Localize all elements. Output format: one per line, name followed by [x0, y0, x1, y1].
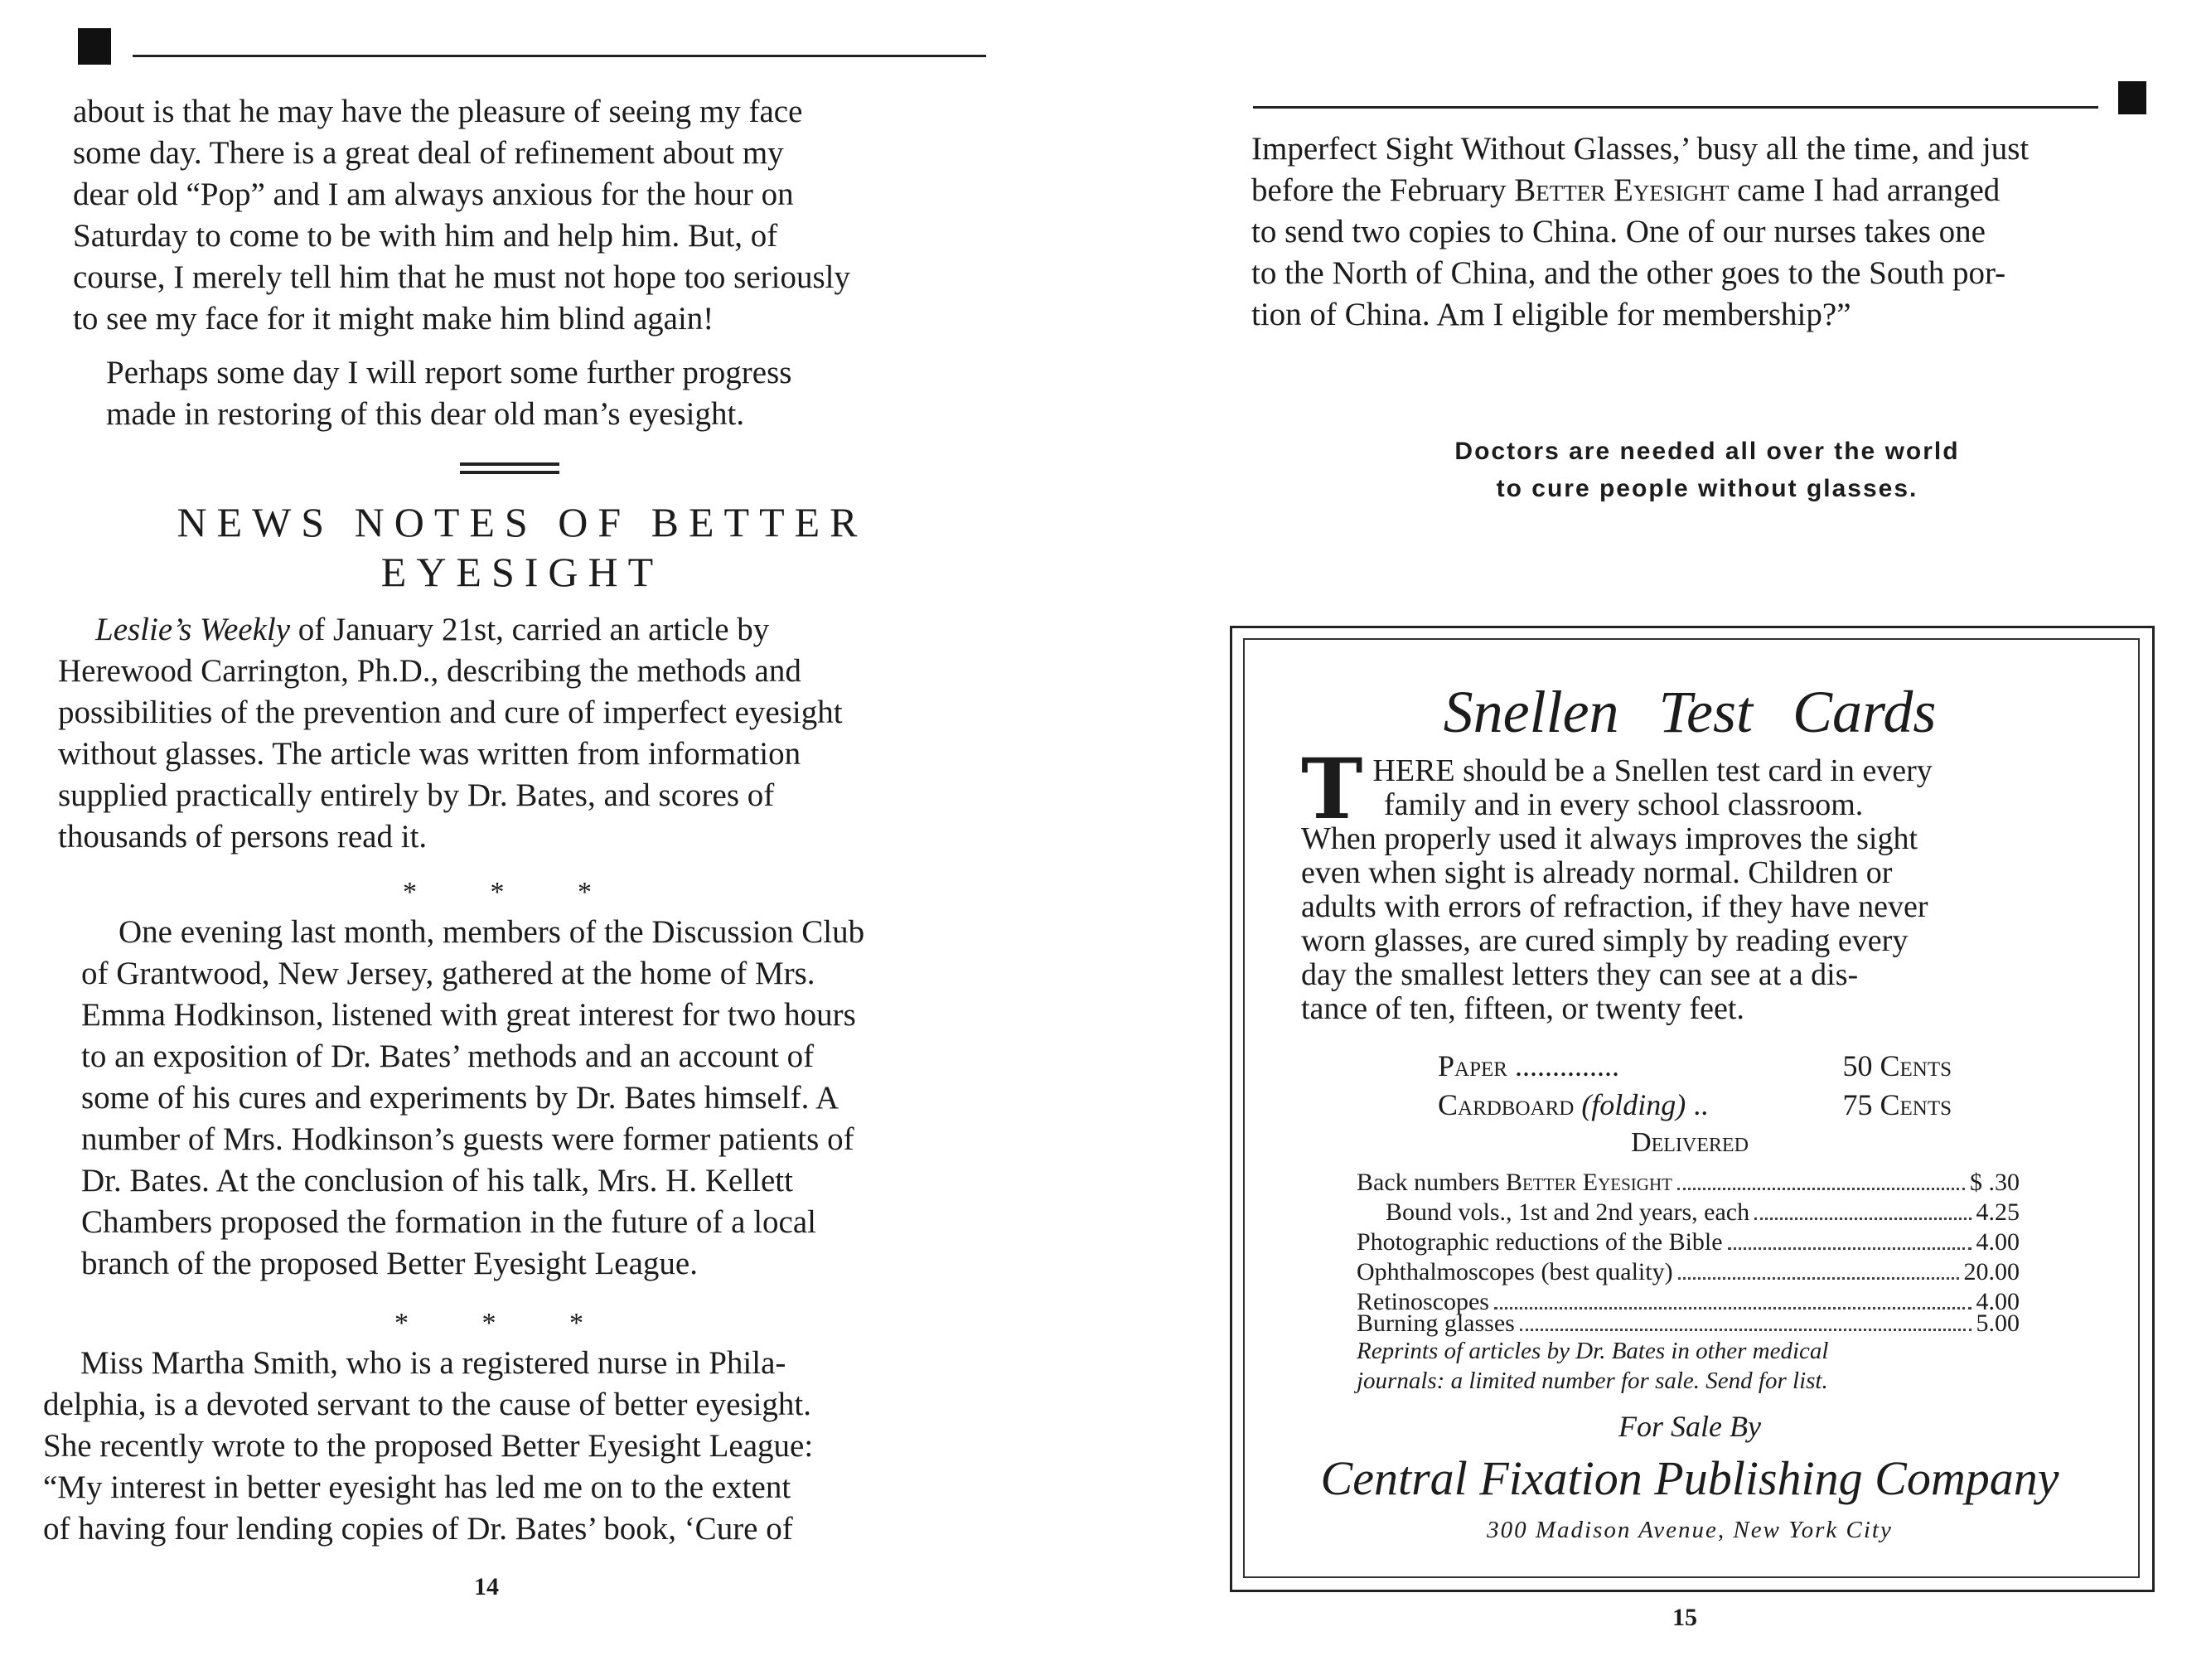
header-square-icon: [2118, 81, 2146, 114]
text-line: adults with errors of refraction, if they have never: [1301, 889, 1928, 924]
list-item: Burning glasses 5.00: [1357, 1310, 2020, 1337]
page-number: 14: [474, 1573, 499, 1600]
price-label: Cardboard: [1438, 1088, 1575, 1121]
price-value: 50 Cents: [1842, 1049, 1952, 1082]
continuation-paragraph: [73, 91, 980, 340]
text-line: some day. There is a great deal of refinement about my: [73, 135, 784, 171]
text-line: Herewood Carrington, Ph.D., describing the methods and: [58, 653, 801, 689]
header-square-icon: [78, 28, 111, 65]
list-price: 20.00: [1963, 1258, 2020, 1285]
text-line: tance of ten, fifteen, or twenty feet.: [1301, 991, 1744, 1026]
list-price: 4.00: [1976, 1228, 2020, 1256]
text-line: to see my face for it might make him blind again!: [73, 301, 714, 336]
section-stars: * * *: [394, 1308, 617, 1339]
martha-paragraph: [43, 1343, 963, 1550]
list-item: Photographic reductions of the Bible 4.00: [1357, 1228, 2020, 1256]
text-line: One evening last month, members of the Discussion Club: [119, 914, 865, 950]
ad-title: Snellen Test Cards: [1443, 679, 1937, 745]
header-rule: [1253, 106, 2098, 109]
text-line: to send two copies to China. One of our nurses takes one: [1251, 214, 1986, 249]
section-divider: [460, 462, 559, 466]
section-title: NEWS NOTES OF BETTER EYESIGHT: [177, 499, 868, 595]
text-line: Saturday to come to be with him and help him. But, of: [73, 218, 778, 254]
text-line: number of Mrs. Hodkinson’s guests were former patients of: [81, 1121, 854, 1157]
text-line: Emma Hodkinson, listened with great interest for two hours: [81, 997, 856, 1033]
text-line: Chambers proposed the formation in the future of a local: [81, 1204, 816, 1240]
for-sale-label: For Sale By: [1618, 1410, 1761, 1443]
perhaps-paragraph: [73, 352, 980, 435]
text-line: When properly used it always improves the sight: [1301, 821, 1918, 856]
continuation-paragraph: [1251, 128, 2159, 336]
text-line: even when sight is already normal. Children or: [1301, 855, 1893, 890]
section-stars: * * *: [403, 877, 625, 908]
list-item: Bound vols., 1st and 2nd years, each 4.25: [1386, 1198, 2020, 1226]
publication-name: Leslie’s Weekly: [95, 612, 291, 647]
text-line: before the February Better Eyesight came I had arranged: [1251, 172, 2001, 208]
text-line: delphia, is a devoted servant to the cause of better eyesight.: [43, 1387, 812, 1422]
text-line: to the North of China, and the other goes to the South por-: [1251, 255, 2006, 291]
text-line: “My interest in better eyesight has led me on to the extent: [43, 1469, 791, 1505]
text-line: HERE should be a Snellen test card in every: [1372, 753, 1933, 788]
text-line: without glasses. The article was written from information: [58, 736, 801, 772]
text-line: Imperfect Sight Without Glasses,’ busy all the time, and just: [1251, 131, 2030, 167]
text-line: Dr. Bates. At the conclusion of his talk, Mrs. H. Kellett: [81, 1163, 793, 1198]
list-item: Ophthalmoscopes (best quality) 20.00: [1357, 1258, 2020, 1285]
text-line: of Grantwood, New Jersey, gathered at the home of Mrs.: [81, 956, 815, 991]
dot-leader: [1677, 1188, 1965, 1190]
list-price: 4.00: [1976, 1288, 2020, 1315]
evening-paragraph: [48, 912, 968, 1285]
doctors-note: Doctors are needed all over the world to cure people without glasses.: [1454, 438, 1960, 502]
dot-leader: [1520, 1329, 1972, 1331]
ad-body: [1301, 740, 2088, 1026]
text-line: about is that he may have the pleasure of seeing my face: [73, 94, 803, 129]
text-line: possibilities of the prevention and cure of imperfect eyesight: [58, 695, 843, 730]
list-item: Back numbers Better Eyesight $ .30: [1357, 1169, 2020, 1196]
list-price: 4.25: [1976, 1198, 2020, 1226]
text-line: dear old “Pop” and I am always anxious for the hour on: [73, 177, 794, 212]
list-price: $ .30: [1970, 1169, 2020, 1196]
text-line: Leslie’s Weekly of January 21st, carried an article by: [95, 612, 770, 647]
delivered-label: Delivered: [1631, 1127, 1749, 1158]
dot-leader: [1678, 1277, 1959, 1280]
price-label: Paper: [1438, 1049, 1507, 1082]
text-line: some of his cures and experiments by Dr. Bates himself. A: [81, 1080, 839, 1116]
price-cardboard: Cardboard (folding) .. 75 Cents: [1438, 1088, 1952, 1121]
text-line: worn glasses, are cured simply by reading every: [1301, 923, 1909, 958]
dot-leader: [1754, 1218, 1971, 1220]
text-line: thousands of persons read it.: [58, 819, 428, 855]
text-line: Miss Martha Smith, who is a registered nurse in Phila-: [80, 1345, 786, 1381]
page-number: 15: [1672, 1604, 1697, 1631]
list-price: 5.00: [1976, 1310, 2020, 1337]
text-line: tion of China. Am I eligible for membership?”: [1251, 297, 1851, 332]
text-line: to an exposition of Dr. Bates’ methods and an account of: [81, 1039, 815, 1074]
drop-cap: T: [1301, 740, 1363, 838]
leslie-paragraph: [58, 609, 978, 858]
text-line: made in restoring of this dear old man’s eyesight.: [106, 396, 745, 432]
reprints-note: Reprints of articles by Dr. Bates in other medical journals: a limited number for sale. Send for list.: [1357, 1338, 1829, 1394]
company-address: 300 Madison Avenue, New York City: [1487, 1517, 1893, 1543]
text-line: Perhaps some day I will report some further progress: [106, 355, 792, 390]
dot-leader: [1728, 1247, 1972, 1250]
text-line: of having four lending copies of Dr. Bates’ book, ‘Cure of: [43, 1511, 793, 1547]
header-rule: [133, 55, 986, 57]
company-name: Central Fixation Publishing Company: [1320, 1451, 2059, 1505]
text-line: family and in every school classroom.: [1384, 787, 1864, 822]
text-line: She recently wrote to the proposed Better Eyesight League:: [43, 1428, 814, 1464]
text-line: supplied practically entirely by Dr. Bates, and scores of: [58, 777, 775, 813]
text-line: course, I merely tell him that he must not hope too seriously: [73, 259, 850, 295]
text-line: branch of the proposed Better Eyesight League.: [81, 1246, 698, 1281]
price-paper: Paper .............. 50 Cents: [1438, 1049, 1952, 1082]
list-item: Retinoscopes 4.00: [1357, 1288, 2020, 1315]
price-value: 75 Cents: [1842, 1088, 1952, 1121]
text-line: day the smallest letters they can see at a dis-: [1301, 957, 1859, 992]
section-divider: [460, 471, 559, 474]
